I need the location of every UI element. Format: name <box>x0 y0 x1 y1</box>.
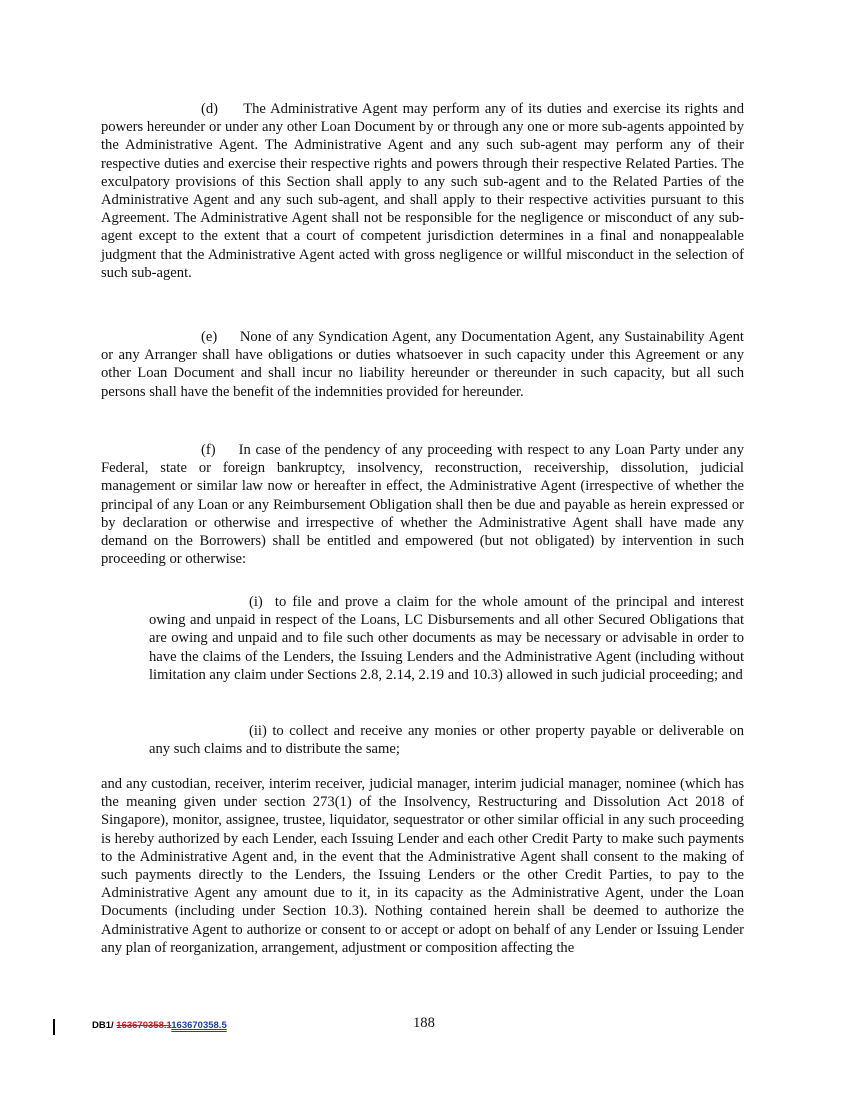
change-bar <box>53 1019 55 1035</box>
paragraph-f-ii: (ii) to collect and receive any monies or other property payable or deliverable on any such claims and to distribute the same; <box>149 723 744 758</box>
paragraph-f-i: (i) to file and prove a claim for the whole amount of the principal and interest owing and unpaid in respect of the Loans, LC Disbursements and all other Secured Obligations that are owing and unpaid and to file such other documents as may be necessary or advisable in order to have the claims of the Lenders, the Issuing Lenders and the Administrative Agent (including without limitation any claim under Sections 2.8, 2.14, 2.19 and 10.3) allowed in such judicial proceeding; and <box>149 594 744 683</box>
page-number: 188 <box>413 1015 435 1031</box>
paragraph-continuation: and any custodian, receiver, interim receiver, judicial manager, interim judicial manager, nominee (which has the meaning given under section 273(1) of the Insolvency, Restructuring and Dissolution Act 2018 of Singapore), monitor, assignee, trustee, liquidator, sequestrator or other similar official in any such proceeding is hereby authorized by each Lender, each Issuing Lender and each other Credit Party to make such payments to the Administrative Agent and, in the event that the Administrative Agent shall consent to the making of such payments directly to the Lenders, the Issuing Lenders or the other Credit Parties, to pay to the Administrative Agent any amount due to it, in its capacity as the Administrative Agent, under the Loan Documents (including under Section 10.3). Nothing contained herein shall be deemed to authorize the Administrative Agent to authorize or consent to or accept or adopt on behalf of any Lender or Issuing Lender any plan of reorganization, arrangement, adjustment or composition affecting the <box>101 776 744 956</box>
document-id-prefix: DB1/ <box>92 1020 117 1031</box>
document-id-inserted: 163670358.5 <box>171 1020 227 1031</box>
paragraph-d: (d) The Administrative Agent may perform any of its duties and exercise its rights and powers hereunder or under any other Loan Document by or through any one or more sub-agents appointed by the Administrative Agent. The Administrative Agent and any such sub-agent may perform any of their respective duties and exercise their respective rights and powers through their respective Related Parties. The exculpatory provisions of this Section shall apply to any such sub-agent and to the Related Parties of the Administrative Agent and any such sub-agent, and shall apply to their respective activities pursuant to this Agreement. The Administrative Agent shall not be responsible for the negligence or misconduct of any sub-agent except to the extent that a court of competent jurisdiction determines in a final and nonappealable judgment that the Administrative Agent acted with gross negligence or willful misconduct in the selection of such sub-agent. <box>101 101 744 281</box>
document-id-deleted: 163670358.1 <box>116 1020 172 1031</box>
paragraph-e: (e) None of any Syndication Agent, any Documentation Agent, any Sustainability Agent or any Arranger shall have obligations or duties whatsoever in such capacity under this Agreement or any other Loan Document and shall incur no liability hereunder or thereunder in such capacity, but all such persons shall have the benefit of the indemnities provided for hereunder. <box>101 329 744 400</box>
paragraph-f: (f) In case of the pendency of any proceeding with respect to any Loan Party under any Federal, state or foreign bankruptcy, insolvency, reconstruction, receivership, dissolution, judicial management or similar law now or hereafter in effect, the Administrative Agent (irrespective of whether the principal of any Loan or any Reimbursement Obligation shall then be due and payable as herein expressed or by declaration or otherwise and irrespective of whether the Administrative Agent shall have made any demand on the Borrowers) shall be entitled and empowered (but not obligated) by intervention in such proceeding or otherwise: <box>101 442 744 568</box>
document-id <box>92 1020 227 1032</box>
